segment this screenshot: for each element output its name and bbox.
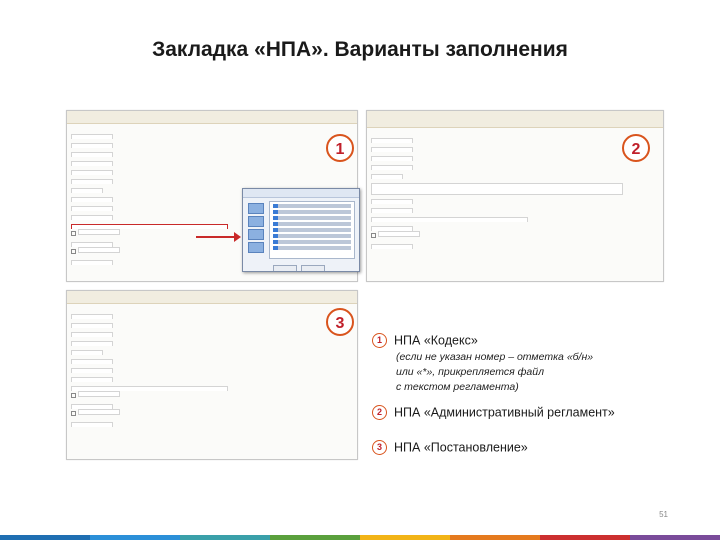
- footer-segment: [450, 535, 540, 540]
- dialog-sidebar: [245, 201, 265, 257]
- slide-title: Закладка «НПА». Варианты заполнения: [152, 38, 568, 61]
- legend-note-line-3: с текстом регламента): [396, 381, 519, 393]
- legend-number-2: 2: [372, 405, 387, 420]
- panel-header: [367, 111, 663, 128]
- dialog-file-list: [269, 201, 355, 259]
- legend-note-line-1: (если не указан номер – отметка «б/н»: [396, 351, 594, 363]
- legend-number-1: 1: [372, 333, 387, 348]
- panel-header: [67, 111, 357, 124]
- panel-header: [67, 291, 357, 304]
- footer-color-bar: [0, 535, 720, 540]
- legend-item-3: [372, 440, 528, 455]
- footer-segment: [0, 535, 90, 540]
- screenshot-npa-admin-reglament: [366, 110, 664, 282]
- footer-segment: [360, 535, 450, 540]
- page-number: 51: [659, 510, 668, 519]
- footer-segment: [90, 535, 180, 540]
- footer-segment: [540, 535, 630, 540]
- badge-2: 2: [622, 134, 650, 162]
- file-open-dialog: [242, 188, 360, 272]
- dialog-titlebar: [243, 189, 359, 198]
- legend-note: [396, 350, 593, 395]
- dialog-buttons: [269, 260, 353, 267]
- legend-item-2: [372, 405, 615, 420]
- legend-text-3: НПА «Постановление»: [394, 440, 528, 455]
- legend-text-1: НПА «Кодекс»: [394, 333, 478, 348]
- legend-item-1: [372, 333, 478, 348]
- footer-segment: [270, 535, 360, 540]
- badge-3: 3: [326, 308, 354, 336]
- footer-segment: [630, 535, 720, 540]
- legend-text-2: НПА «Административный регламент»: [394, 405, 615, 420]
- legend-note-line-2: или «*», прикрепляется файл: [396, 366, 545, 378]
- badge-1: 1: [326, 134, 354, 162]
- legend-number-3: 3: [372, 440, 387, 455]
- screenshot-npa-postanovlenie: [66, 290, 358, 460]
- arrow-to-dialog: [196, 236, 236, 238]
- footer-segment: [180, 535, 270, 540]
